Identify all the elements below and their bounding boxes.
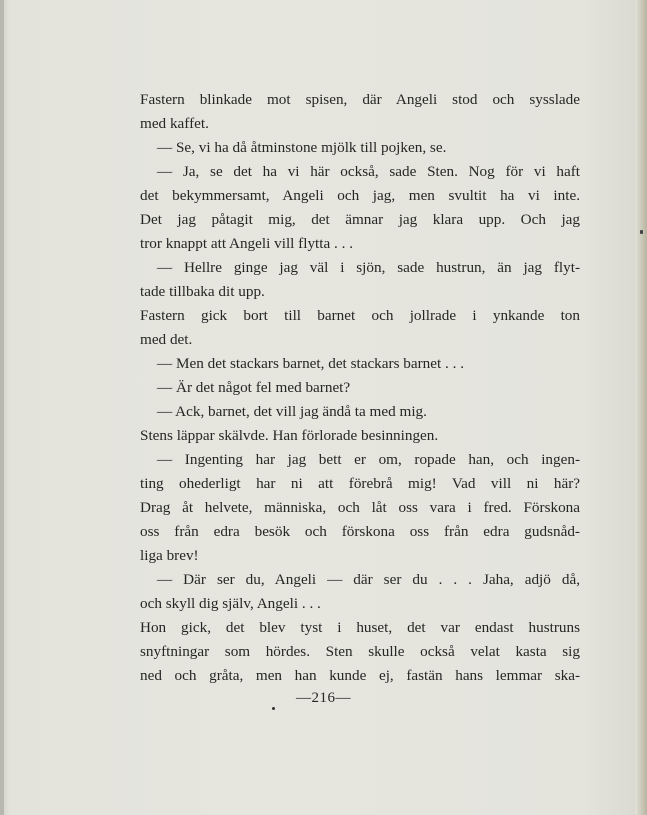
text-line: Det jag påtagit mig, det ämnar jag klara upp. Och jag [140,211,580,228]
text-line: — Se, vi ha då åtminstone mjölk till pojken, se. [157,139,447,156]
text-line: ned och gråta, men han kunde ej, fastän hans lemmar ska- [140,667,580,684]
text-line: — Ja, se det ha vi här också, sade Sten. Nog för vi haft [157,163,580,180]
text-line: snyftningar som hördes. Sten skulle också velat kasta sig [140,643,580,660]
text-line: — Men det stackars barnet, det stackars barnet . . . [157,355,465,372]
text-line: oss från edra besök och förskona oss från edra gudsnåd- [140,523,580,540]
page-number: —216— [296,690,351,706]
text-line: — Hellre ginge jag väl i sjön, sade hustrun, än jag flyt- [157,259,580,276]
print-speck [272,707,275,710]
text-line: Hon gick, det blev tyst i huset, det var endast hustruns [140,619,580,636]
text-line: och skyll dig själv, Angeli . . . [140,595,321,612]
text-line: Fastern blinkade mot spisen, där Angeli stod och sysslade [140,91,580,108]
text-line: — Är det något fel med barnet? [157,379,351,396]
text-line: Stens läppar skälvde. Han förlorade besinningen. [140,427,439,444]
text-line: Drag åt helvete, människa, och låt oss vara i fred. Förskona [140,499,580,516]
print-speck [640,230,643,234]
text-line: med kaffet. [140,115,209,132]
text-line: — Där ser du, Angeli — där ser du . . . Jaha, adjö då, [157,571,580,588]
text-line: Fastern gick bort till barnet och jollrade i ynkande ton [140,307,580,324]
text-line: liga brev! [140,547,199,564]
text-line: ting ohederligt har ni att förebrå mig! Vad vill ni här? [140,475,580,492]
text-line: med det. [140,331,193,348]
text-line: — Ack, barnet, det vill jag ändå ta med mig. [157,403,427,420]
text-line: tade tillbaka dit upp. [140,283,265,300]
text-line: tror knappt att Angeli vill flytta . . . [140,235,354,252]
text-line: — Ingenting har jag bett er om, ropade han, och ingen- [157,451,580,468]
text-line: det bekymmersamt, Angeli och jag, men svultit ha vi inte. [140,187,580,204]
body-text [140,88,580,688]
